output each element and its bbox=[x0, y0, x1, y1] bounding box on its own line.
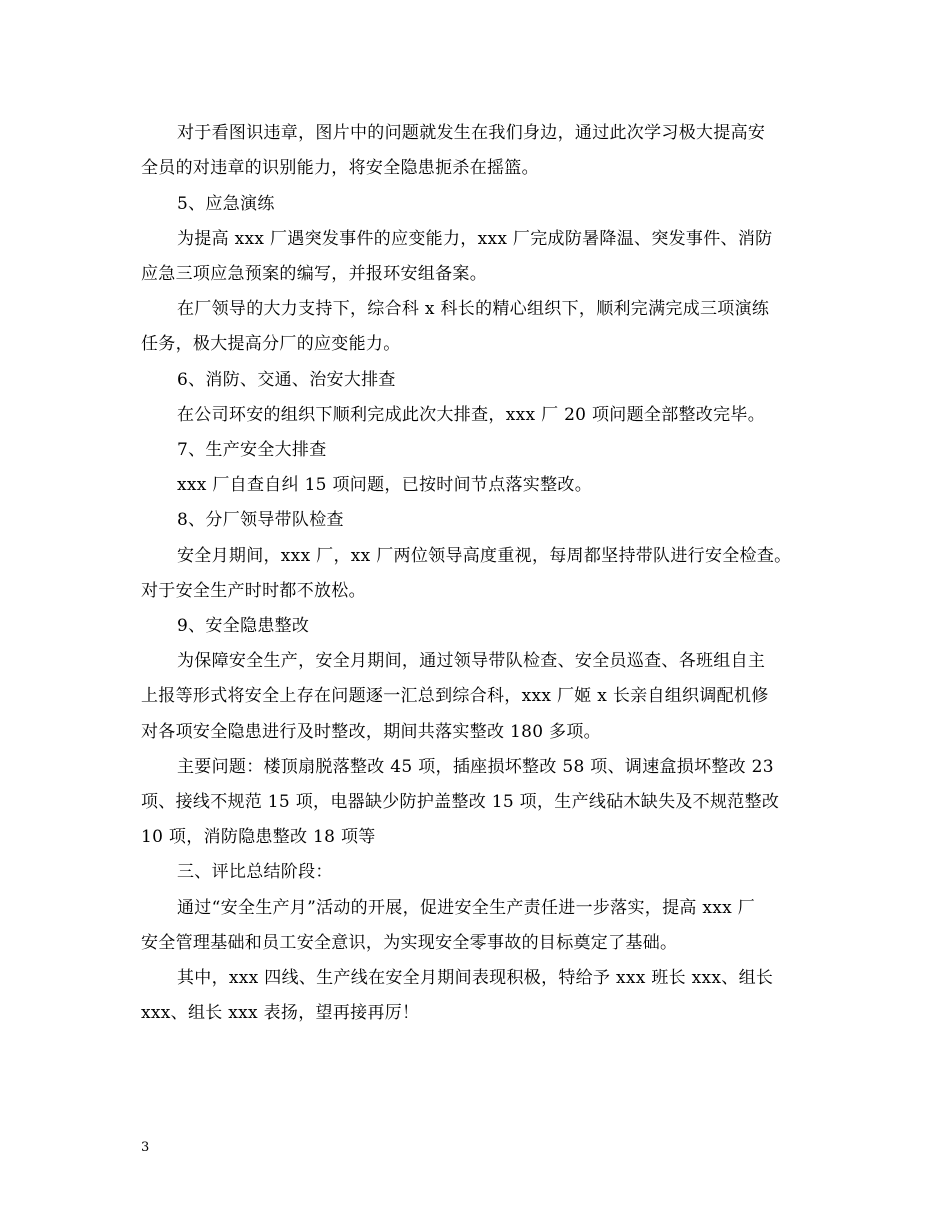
section-heading: 7、生产安全大排查 bbox=[177, 440, 327, 460]
paragraph-line: xxx 厂自查自纠 15 项问题，已按时间节点落实整改。 bbox=[177, 475, 593, 495]
paragraph-line: 其中，xxx 四线、生产线在安全月期间表现积极，特给予 xxx 班长 xxx、组长 bbox=[177, 968, 774, 988]
paragraph-line: 项、接线不规范 15 项，电器缺少防护盖整改 15 项，生产线砧木缺失及不规范整改 bbox=[141, 792, 780, 812]
paragraph-line: 全员的对违章的识别能力，将安全隐患扼杀在摇篮。 bbox=[141, 158, 539, 178]
paragraph-line: 为保障安全生产，安全月期间，通过领导带队检查、安全员巡查、各班组自主 bbox=[177, 651, 766, 671]
paragraph-line: 主要问题：楼顶扇脱落整改 45 项，插座损坏整改 58 项、调速盒损坏整改 23 bbox=[177, 757, 774, 777]
paragraph-line: 上报等形式将安全上存在问题逐一汇总到综合科，xxx 厂姬 x 长亲自组织调配机修 bbox=[141, 686, 769, 706]
paragraph-line: 在公司环安的组织下顺利完成此次大排查，xxx 厂 20 项问题全部整改完毕。 bbox=[177, 405, 766, 425]
paragraph-line: 对各项安全隐患进行及时整改，期间共落实整改 180 多项。 bbox=[141, 722, 601, 742]
section-heading: 三、评比总结阶段： bbox=[177, 862, 333, 882]
paragraph-line: 安全月期间，xxx 厂，xx 厂两位领导高度重视，每周都坚持带队进行安全检查。 bbox=[177, 546, 792, 566]
paragraph-line: 通过“安全生产月”活动的开展，促进安全生产责任进一步落实，提高 xxx 厂 bbox=[177, 898, 756, 918]
section-heading: 8、分厂领导带队检查 bbox=[177, 510, 344, 530]
paragraph-line: 任务，极大提高分厂的应变能力。 bbox=[141, 334, 401, 354]
paragraph-line: 为提高 xxx 厂遇突发事件的应变能力，xxx 厂完成防暑降温、突发事件、消防 bbox=[177, 229, 773, 249]
section-heading: 6、消防、交通、治安大排查 bbox=[177, 370, 396, 390]
paragraph-line: 安全管理基础和员工安全意识，为实现安全零事故的目标奠定了基础。 bbox=[141, 933, 678, 953]
page-number: 3 bbox=[141, 1140, 150, 1155]
paragraph-line: 在厂领导的大力支持下，综合科 x 科长的精心组织下，顺利完满完成三项演练 bbox=[177, 299, 770, 319]
paragraph-line: xxx、组长 xxx 表扬，望再接再厉！ bbox=[141, 1003, 420, 1023]
section-heading: 9、安全隐患整改 bbox=[177, 616, 310, 636]
section-heading: 5、应急演练 bbox=[177, 194, 275, 214]
paragraph-line: 应急三项应急预案的编写，并报环安组备案。 bbox=[141, 264, 487, 284]
paragraph-line: 10 项，消防隐患整改 18 项等 bbox=[141, 827, 376, 847]
paragraph-line: 对于看图识违章，图片中的问题就发生在我们身边，通过此次学习极大提高安 bbox=[177, 123, 766, 143]
paragraph-line: 对于安全生产时时都不放松。 bbox=[141, 581, 366, 601]
